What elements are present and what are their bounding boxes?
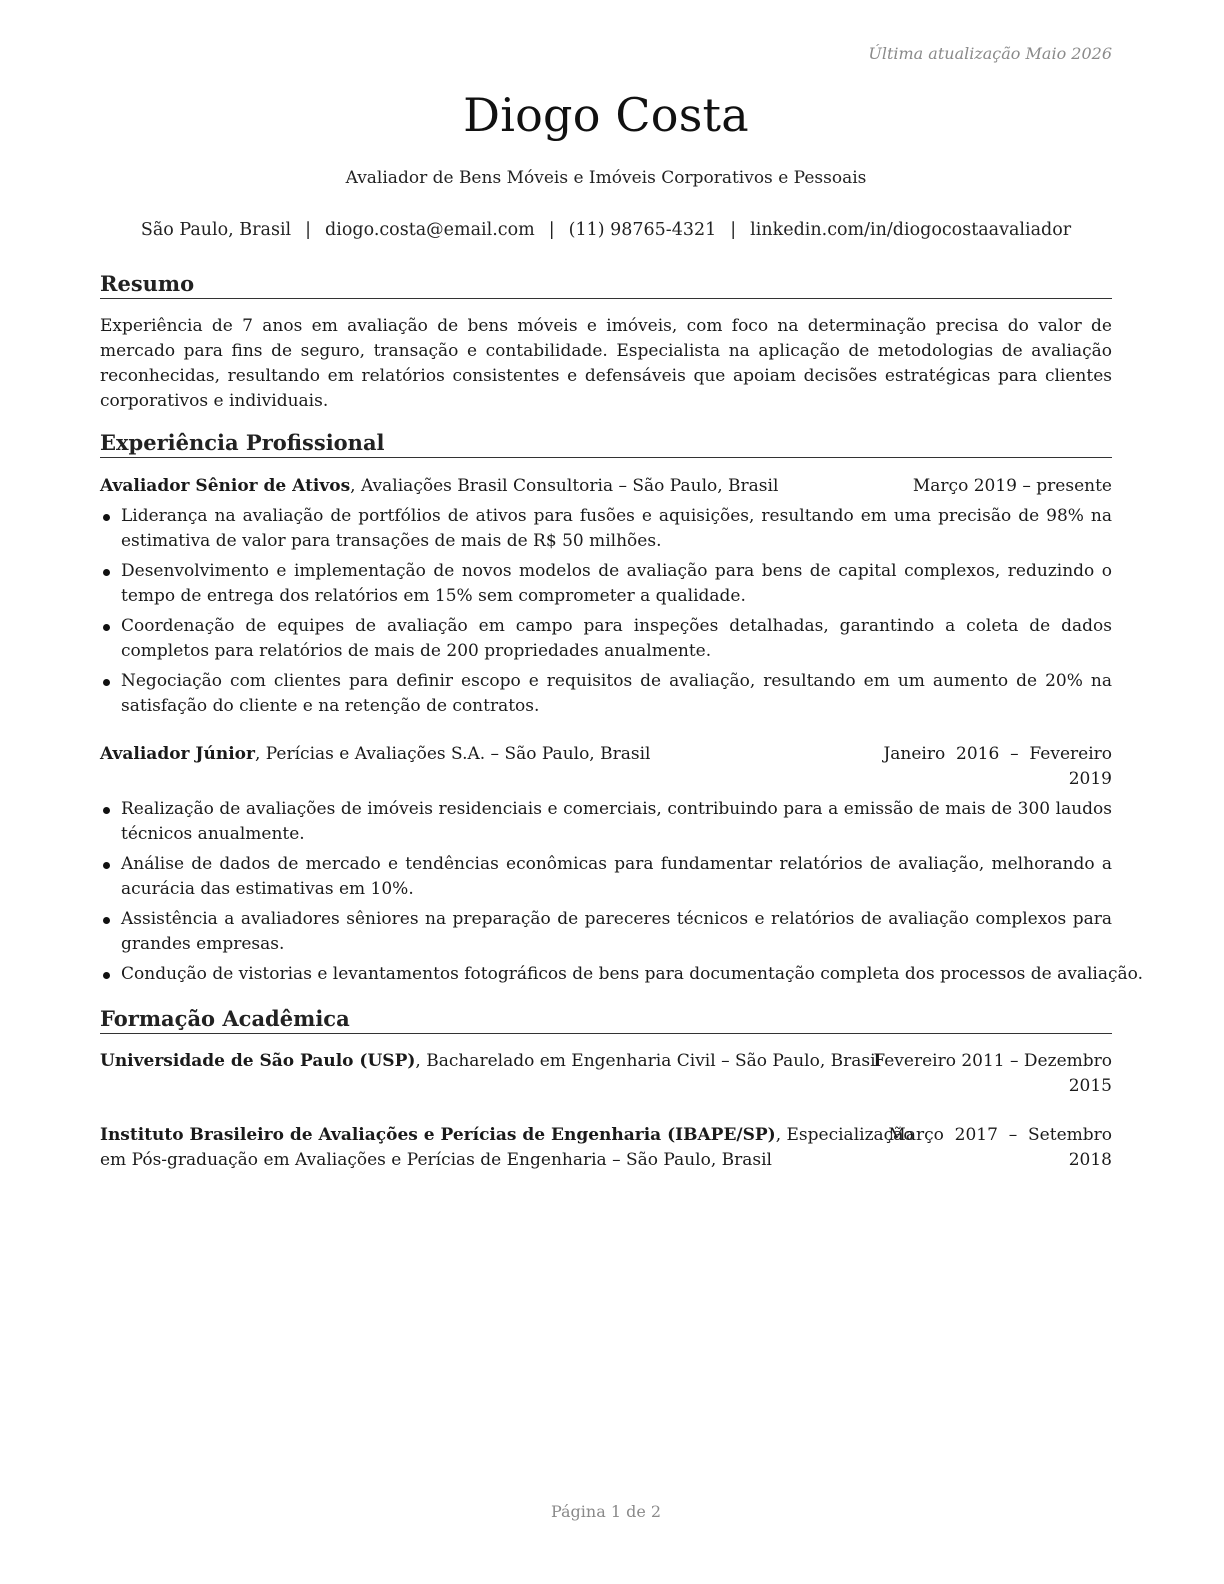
list-item: Realização de avaliações de imóveis residenciais e comerciais, contribuindo para a emissão de mais de 300 laudos técnicos anualmente. bbox=[100, 797, 1112, 847]
contact-linkedin[interactable]: linkedin.com/in/diogocostaavaliador bbox=[750, 220, 1072, 240]
education-detail: em Pós-graduação em Avaliações e Perícias de Engenharia – São Paulo, Brasil bbox=[100, 1150, 772, 1170]
job-dates: Janeiro 2016 – Fevereiro 2019 bbox=[883, 744, 1112, 789]
education-institution: Instituto Brasileiro de Avaliações e Perícias de Engenharia (IBAPE/SP) bbox=[100, 1125, 776, 1145]
section-title-education: Formação Acadêmica bbox=[100, 1006, 1112, 1034]
education-dates: Março 2017 – Setembro 2018 bbox=[888, 1125, 1112, 1170]
list-item: Negociação com clientes para definir escopo e requisitos de avaliação, resultando em um aumento de 20% na satisfação do cliente e na retenção de contratos. bbox=[100, 669, 1112, 719]
list-item: Coordenação de equipes de avaliação em campo para inspeções detalhadas, garantindo a coleta de dados completos para relatórios de mais de 200 propriedades anualmente. bbox=[100, 614, 1112, 664]
section-title-experience: Experiência Profissional bbox=[100, 430, 1112, 458]
job-bullets bbox=[100, 504, 1112, 724]
contact-location: São Paulo, Brasil bbox=[140, 220, 292, 240]
job-header bbox=[100, 474, 1112, 499]
list-item: Liderança na avaliação de portfólios de ativos para fusões e aquisições, resultando em uma precisão de 98% na estimativa de valor para transações de mais de R$ 50 milhões. bbox=[100, 504, 1112, 554]
job-dates: Março 2019 – presente bbox=[912, 476, 1112, 496]
education-detail: , Especialização bbox=[775, 1125, 914, 1145]
bullet-icon bbox=[103, 807, 110, 814]
bullet-icon bbox=[103, 917, 110, 924]
job-bullets bbox=[100, 797, 1143, 992]
summary-text: Experiência de 7 anos em avaliação de bens móveis e imóveis, com foco na determinação precisa do valor de mercado para fins de seguro, transação e contabilidade. Especialista na aplicação de metodologias de avaliação reconhecidas, resultando em relatórios consistentes e defensáveis que apoiam decisões estratégicas para clientes corporativos e individuais. bbox=[100, 316, 1112, 411]
job-header bbox=[100, 742, 1112, 792]
tagline: Avaliador de Bens Móveis e Imóveis Corporativos e Pessoais bbox=[345, 168, 867, 188]
job-role: Avaliador Sênior de Ativos bbox=[100, 476, 351, 496]
separator: | bbox=[548, 220, 555, 240]
job-org: , Perícias e Avaliações S.A. – São Paulo, Brasil bbox=[254, 744, 651, 764]
education-entry bbox=[100, 1123, 1112, 1173]
job-org: , Avaliações Brasil Consultoria – São Paulo, Brasil bbox=[350, 476, 779, 496]
bullet-icon bbox=[103, 679, 110, 686]
bullet-icon bbox=[103, 569, 110, 576]
education-institution: Universidade de São Paulo (USP) bbox=[100, 1051, 416, 1071]
candidate-name: Diogo Costa bbox=[463, 88, 749, 142]
list-item: Assistência a avaliadores sêniores na preparação de pareceres técnicos e relatórios de avaliação complexos para grandes empresas. bbox=[100, 907, 1112, 957]
bullet-icon bbox=[103, 514, 110, 521]
bullet-icon bbox=[103, 624, 110, 631]
job-role: Avaliador Júnior bbox=[100, 744, 255, 764]
education-detail: , Bacharelado em Engenharia Civil – São Paulo, Brasil bbox=[415, 1051, 881, 1071]
last-updated: Última atualização Maio 2026 bbox=[868, 44, 1112, 63]
contact-email[interactable]: diogo.costa@email.com bbox=[325, 220, 535, 240]
education-dates: Fevereiro 2011 – Dezembro 2015 bbox=[873, 1051, 1112, 1096]
contact-line bbox=[100, 220, 1112, 240]
education-entry bbox=[100, 1049, 1112, 1099]
list-item: Análise de dados de mercado e tendências econômicas para fundamentar relatórios de avaliação, melhorando a acurácia das estimativas em 10%. bbox=[100, 852, 1112, 902]
list-item: Condução de vistorias e levantamentos fotográficos de bens para documentação completa dos processos de avaliação. bbox=[100, 962, 1120, 987]
resume-page bbox=[100, 0, 1143, 1584]
list-item: Desenvolvimento e implementação de novos modelos de avaliação para bens de capital complexos, reduzindo o tempo de entrega dos relatórios em 15% sem comprometer a qualidade. bbox=[100, 559, 1112, 609]
section-title-summary: Resumo bbox=[100, 271, 1112, 299]
separator: | bbox=[730, 220, 737, 240]
bullet-icon bbox=[103, 862, 110, 869]
bullet-icon bbox=[103, 972, 110, 979]
contact-phone: (11) 98765-4321 bbox=[568, 220, 717, 240]
page-number: Página 1 de 2 bbox=[550, 1502, 662, 1521]
separator: | bbox=[305, 220, 312, 240]
